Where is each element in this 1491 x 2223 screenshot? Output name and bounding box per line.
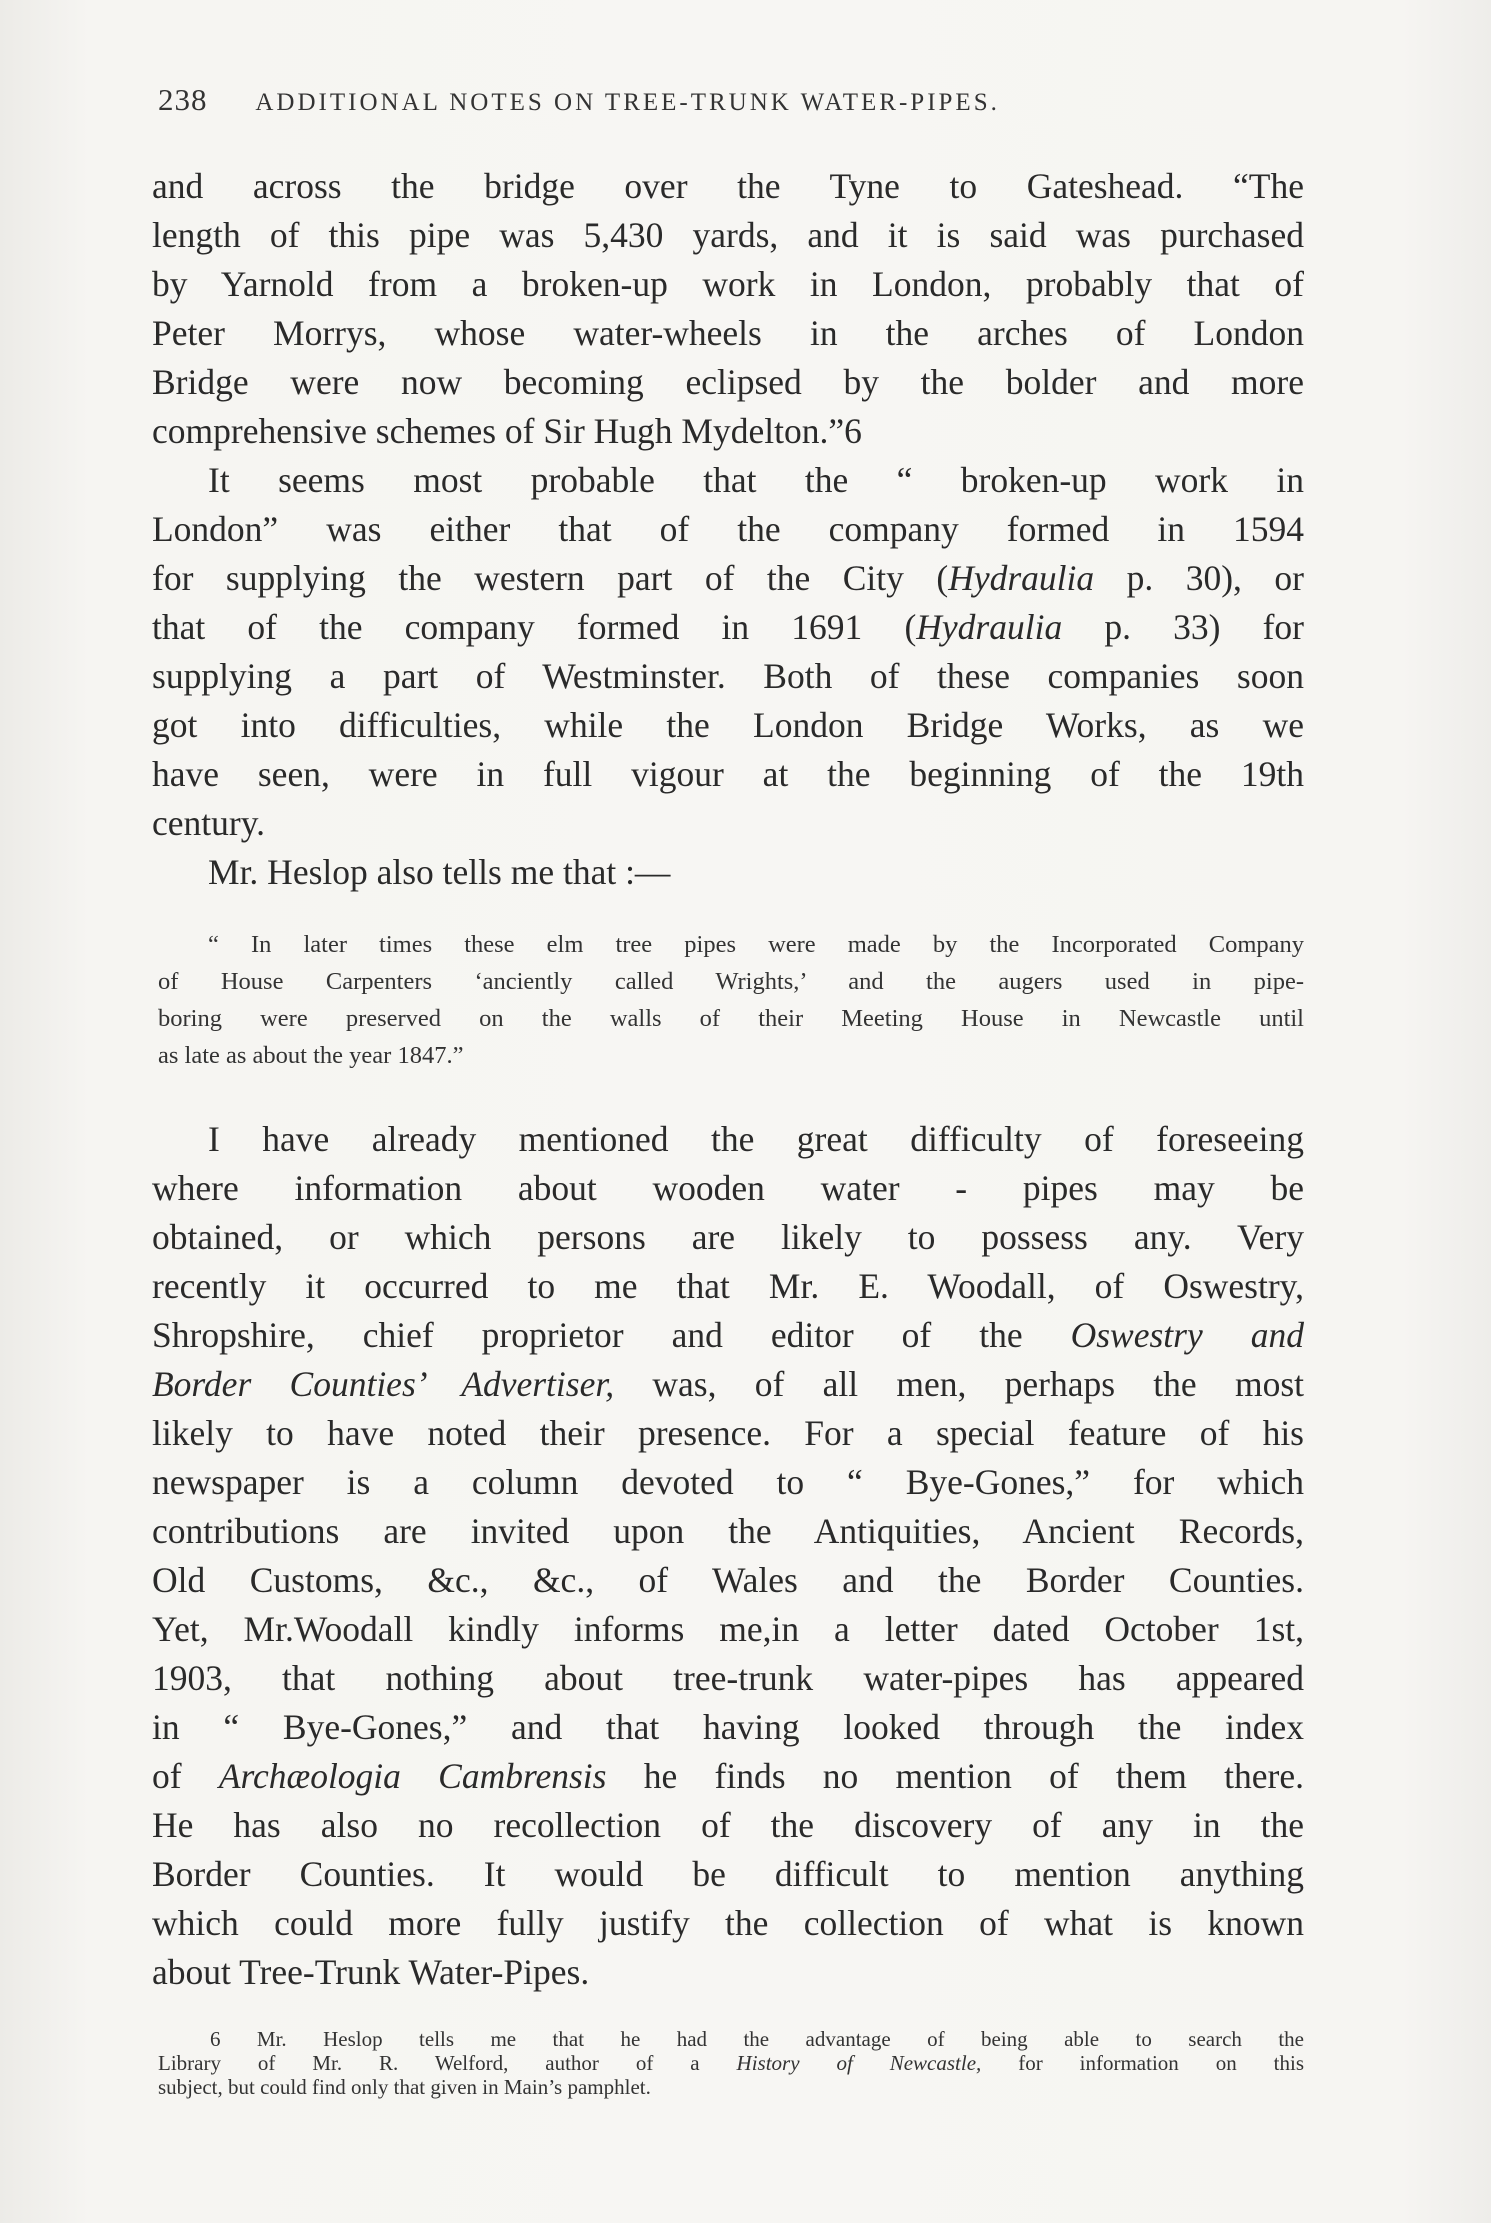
running-head-title: ADDITIONAL NOTES ON TREE-TRUNK WATER-PIPES.: [255, 89, 1000, 116]
text-line: Bridge were now becoming eclipsed by the bolder and more: [152, 362, 1304, 402]
text-line: Mr. Heslop also tells me that :—: [208, 852, 671, 892]
italic-title: Hydraulia: [948, 558, 1095, 598]
text-line: newspaper is a column devoted to “ Bye-Gones,” for which: [152, 1462, 1304, 1502]
text-line: in “ Bye-Gones,” and that having looked through the index: [152, 1707, 1304, 1747]
block-quote: [158, 926, 1304, 1074]
quote-line: of House Carpenters ‘anciently called Wrights,’ and the augers used in pipe-: [158, 968, 1304, 995]
text-line: which could more fully justify the collection of what is known: [152, 1903, 1304, 1943]
quote-line: boring were preserved on the walls of their Meeting House in Newcastle until: [158, 1005, 1304, 1032]
text-line: London” was either that of the company formed in 1594: [152, 509, 1304, 549]
page-number: 238: [158, 82, 208, 117]
text-line: of Archæologia Cambrensis he finds no mention of them there.: [152, 1756, 1304, 1796]
text-line: Shropshire, chief proprietor and editor of the Oswestry and: [152, 1315, 1304, 1355]
text-line: for supplying the western part of the City (Hydraulia p. 30), or: [152, 558, 1304, 598]
text-line: 1903, that nothing about tree-trunk water-pipes has appeared: [152, 1658, 1304, 1698]
text-line: Yet, Mr.Woodall kindly informs me,in a letter dated October 1st,: [152, 1609, 1304, 1649]
italic-title: Oswestry and: [1070, 1315, 1304, 1355]
text-line: He has also no recollection of the discovery of any in the: [152, 1805, 1304, 1845]
quote-line: “ In later times these elm tree pipes were made by the Incorporated Company: [208, 931, 1304, 958]
text-line: about Tree-Trunk Water-Pipes.: [152, 1952, 590, 1992]
footnote-line: subject, but could find only that given in Main’s pamphlet.: [158, 2075, 651, 2099]
footnote-line: Library of Mr. R. Welford, author of a History of Newcastle, for information on this: [158, 2051, 1304, 2075]
text-line: where information about wooden water - pipes may be: [152, 1168, 1304, 1208]
text-line: and across the bridge over the Tyne to Gateshead. “The: [152, 166, 1304, 206]
text-line: recently it occurred to me that Mr. E. Woodall, of Oswestry,: [152, 1266, 1304, 1306]
quote-line: as late as about the year 1847.”: [158, 1042, 464, 1069]
text-line: obtained, or which persons are likely to possess any. Very: [152, 1217, 1304, 1257]
text-line: Border Counties. It would be difficult to mention anything: [152, 1854, 1304, 1894]
text-line: It seems most probable that the “ broken-up work in: [208, 460, 1304, 500]
text-line: contributions are invited upon the Antiquities, Ancient Records,: [152, 1511, 1304, 1551]
italic-title: Hydraulia: [916, 607, 1063, 647]
text-line: comprehensive schemes of Sir Hugh Mydelton.”6: [152, 411, 862, 451]
text-line: Old Customs, &c., &c., of Wales and the Border Counties.: [152, 1560, 1304, 1600]
text-line: likely to have noted their presence. For a special feature of his: [152, 1413, 1304, 1453]
body-text-bottom: [152, 1115, 1304, 1997]
text-line: I have already mentioned the great difficulty of foreseeing: [208, 1119, 1304, 1159]
italic-title: Archæologia Cambrensis: [218, 1756, 607, 1796]
text-line: Peter Morrys, whose water-wheels in the arches of London: [152, 313, 1304, 353]
running-header: [158, 82, 1318, 122]
italic-title: History of Newcastle,: [736, 2051, 982, 2075]
text-line: century.: [152, 803, 266, 843]
footnote-line: 6 Mr. Heslop tells me that he had the advantage of being able to search the: [210, 2027, 1304, 2051]
body-text-top: [152, 162, 1304, 897]
footnote: [158, 2027, 1304, 2099]
text-line: Border Counties’ Advertiser, was, of all men, perhaps the most: [152, 1364, 1304, 1404]
text-line: length of this pipe was 5,430 yards, and it is said was purchased: [152, 215, 1304, 255]
text-line: have seen, were in full vigour at the beginning of the 19th: [152, 754, 1304, 794]
text-line: supplying a part of Westminster. Both of these companies soon: [152, 656, 1304, 696]
text-line: by Yarnold from a broken-up work in London, probably that of: [152, 264, 1304, 304]
text-line: that of the company formed in 1691 (Hydraulia p. 33) for: [152, 607, 1304, 647]
italic-title: Border Counties’ Advertiser,: [152, 1364, 615, 1404]
text-line: got into difficulties, while the London Bridge Works, as we: [152, 705, 1304, 745]
